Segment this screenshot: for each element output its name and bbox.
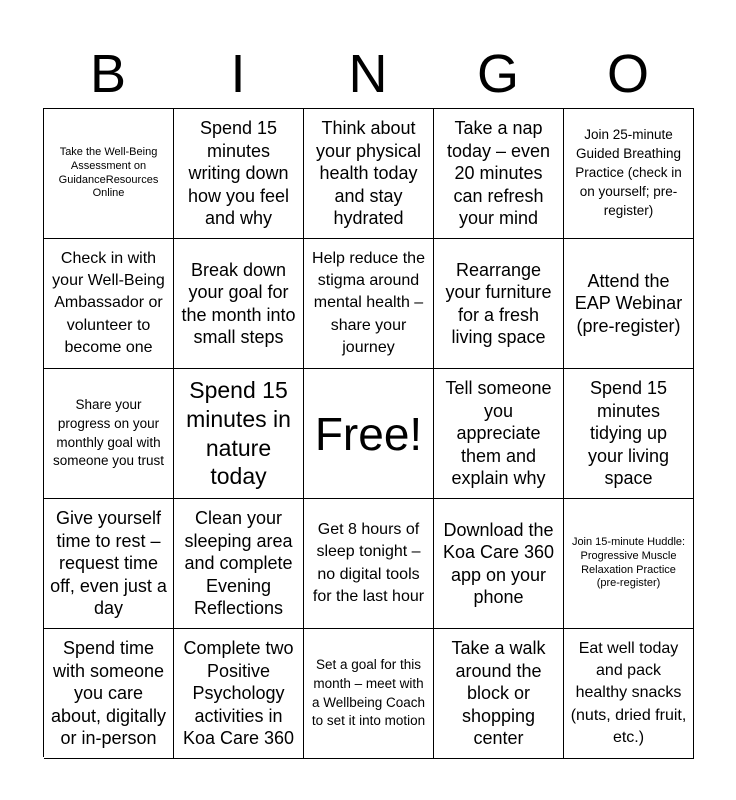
- bingo-cell-r3-c5[interactable]: [564, 369, 694, 499]
- cell-text: Take the Well-Being Assessment on GuidanceResources Online: [58, 146, 159, 200]
- cell-text: Rearrange your furniture for a fresh living space: [445, 259, 552, 347]
- bingo-cell-r2-c3[interactable]: [304, 239, 434, 369]
- cell-text: Check in with your Well-Being Ambassador or volunteer to become one: [52, 249, 165, 357]
- bingo-cell-r3-c2[interactable]: [174, 369, 304, 499]
- cell-text: Set a goal for this month – meet with a Wellbeing Coach to set it into motion: [311, 656, 426, 729]
- bingo-cell-r1-c5[interactable]: [564, 109, 694, 239]
- bingo-cell-r1-c2[interactable]: [174, 109, 304, 239]
- bingo-cell-r5-c3[interactable]: [304, 629, 434, 759]
- cell-text: Attend the EAP Webinar (pre-register): [574, 270, 683, 336]
- cell-text: Think about your physical health today and stay hydrated: [315, 118, 422, 229]
- bingo-cell-r4-c3[interactable]: [304, 499, 434, 629]
- bingo-header: [43, 40, 693, 108]
- bingo-cell-r4-c2[interactable]: [174, 499, 304, 629]
- cell-text: Spend 15 minutes tidying up your living space: [587, 378, 670, 489]
- bingo-cell-r3-c4[interactable]: [434, 369, 564, 499]
- cell-text: Give yourself time to rest – request time off, even just a day: [50, 508, 167, 619]
- header-letter-i: I: [230, 44, 246, 104]
- bingo-cell-r2-c1[interactable]: [44, 239, 174, 369]
- bingo-cell-r2-c4[interactable]: [434, 239, 564, 369]
- header-letter-b: B: [89, 44, 127, 104]
- bingo-cell-r5-c4[interactable]: [434, 629, 564, 759]
- bingo-cell-r2-c2[interactable]: [174, 239, 304, 369]
- bingo-cell-r5-c1[interactable]: [44, 629, 174, 759]
- cell-text: Get 8 hours of sleep tonight – no digital tools for the last hour: [312, 520, 425, 605]
- bingo-cell-r4-c1[interactable]: [44, 499, 174, 629]
- bingo-grid: [43, 108, 694, 757]
- cell-text: Help reduce the stigma around mental health – share your journey: [312, 249, 425, 357]
- bingo-cell-r1-c3[interactable]: [304, 109, 434, 239]
- bingo-cell-r3-c1[interactable]: [44, 369, 174, 499]
- bingo-cell-r5-c2[interactable]: [174, 629, 304, 759]
- bingo-cell-r1-c4[interactable]: [434, 109, 564, 239]
- cell-text: Tell someone you appreciate them and explain why: [445, 378, 552, 489]
- cell-text: Break down your goal for the month into small steps: [181, 259, 296, 347]
- cell-text: Clean your sleeping area and complete Evening Reflections: [184, 508, 293, 619]
- bingo-cell-r4-c4[interactable]: [434, 499, 564, 629]
- cell-text: Take a nap today – even 20 minutes can refresh your mind: [446, 118, 551, 229]
- header-letter-n: N: [348, 44, 388, 104]
- bingo-cell-r5-c5[interactable]: [564, 629, 694, 759]
- cell-text: Spend time with someone you care about, digitally or in-person: [50, 638, 167, 749]
- cell-text: Take a walk around the block or shopping center: [451, 638, 546, 749]
- cell-text: Download the Koa Care 360 app on your phone: [442, 519, 555, 607]
- free-space-text: Free!: [314, 407, 423, 460]
- bingo-cell-r4-c5[interactable]: [564, 499, 694, 629]
- cell-text: Join 15-minute Huddle: Progressive Muscle Relaxation Practice (pre-register): [571, 536, 686, 590]
- bingo-cell-free[interactable]: [304, 369, 434, 499]
- cell-text: Share your progress on your monthly goal with someone you trust: [52, 396, 165, 469]
- cell-text: Spend 15 minutes in nature today: [186, 377, 291, 490]
- cell-text: Complete two Positive Psychology activities in Koa Care 360: [182, 638, 295, 749]
- header-letter-o: O: [606, 44, 649, 104]
- header-letter-g: G: [476, 44, 519, 104]
- cell-text: Eat well today and pack healthy snacks (nuts, dried fruit, etc.): [570, 639, 687, 747]
- cell-text: Join 25-minute Guided Breathing Practice (check in on yourself; pre-register): [575, 127, 682, 218]
- bingo-cell-r1-c1[interactable]: [44, 109, 174, 239]
- bingo-cell-r2-c5[interactable]: [564, 239, 694, 369]
- cell-text: Spend 15 minutes writing down how you feel and why: [187, 118, 290, 229]
